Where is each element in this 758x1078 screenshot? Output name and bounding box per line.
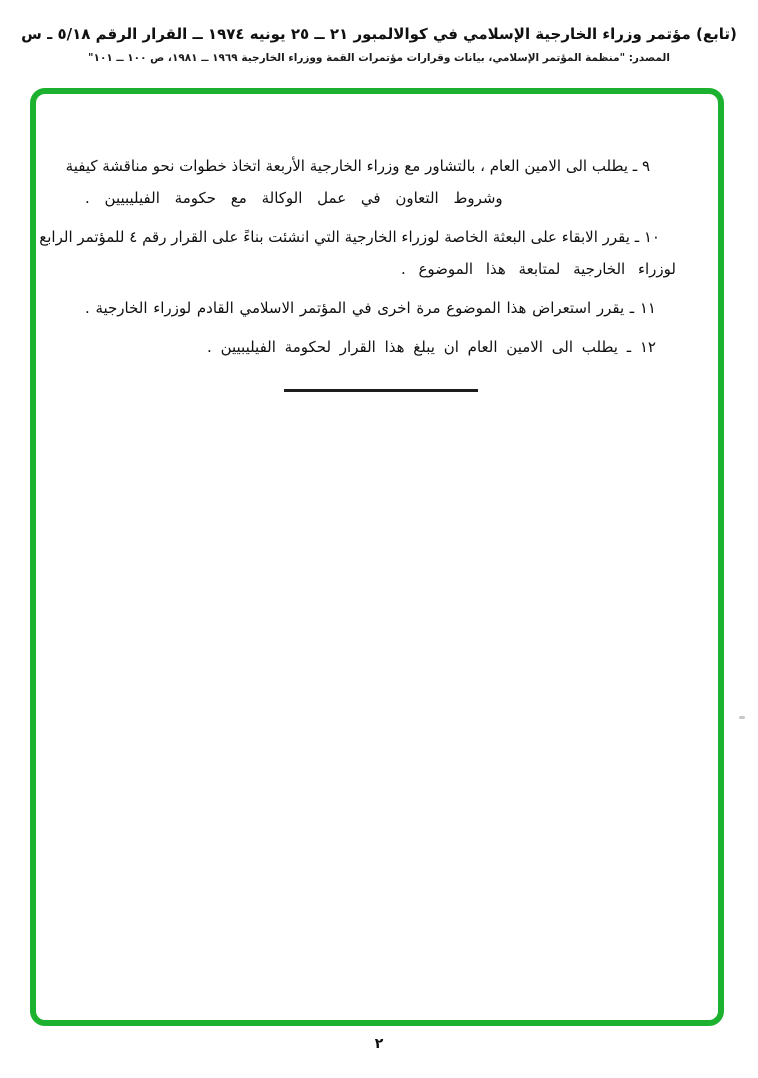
paragraph-10-line-1: ١٠ ـ يقرر الابقاء على البعثة الخاصة لوزراء الخارجية التي انشئت بناءً على القرار رقم ٤ للمؤتمر الرابع xyxy=(39,228,660,246)
document-text xyxy=(39,150,676,392)
paragraph-11 xyxy=(85,292,676,324)
header-title: (تابع) مؤتمر وزراء الخارجية الإسلامي في كوالالمبور ٢١ ــ ٢٥ يونيه ١٩٧٤ ــ القرار الرقم ٥/١٨ ـ س xyxy=(21,25,737,43)
page-number: ٢ xyxy=(374,1036,384,1052)
page-header xyxy=(0,0,758,64)
paragraph-11-line-1: ١١ ـ يقرر استعراض هذا الموضوع مرة اخرى في المؤتمر الاسلامي القادم لوزراء الخارجية . xyxy=(85,299,656,317)
paragraph-10-line-2: لوزراء الخارجية لمتابعة هذا الموضوع . xyxy=(400,260,676,278)
paragraph-12-line-1: ١٢ ـ يطلب الى الامين العام ان يبلغ هذا القرار لحكومة الفيليبيين . xyxy=(207,338,656,356)
document-frame xyxy=(30,88,724,1026)
stray-mark xyxy=(739,716,745,719)
source-citation: المصدر: "منظمة المؤتمر الإسلامي، بيانات وقرارات مؤتمرات القمة ووزراء الخارجية ١٩٦٩ ــ ١٩٨١، ص ١٠٠ ــ ١٠١" xyxy=(88,52,670,64)
paragraph-9-line-2: وشروط التعاون في عمل الوكالة مع حكومة الفيليبيين . xyxy=(85,189,503,207)
paragraph-10 xyxy=(39,221,676,285)
paragraph-12 xyxy=(85,331,676,363)
paragraph-9-line-1: ٩ ـ يطلب الى الامين العام ، بالتشاور مع وزراء الخارجية الأربعة اتخاذ خطوات نحو مناقشة كيفية xyxy=(65,157,650,175)
end-separator-rule xyxy=(284,389,478,392)
paragraph-9 xyxy=(65,150,676,214)
